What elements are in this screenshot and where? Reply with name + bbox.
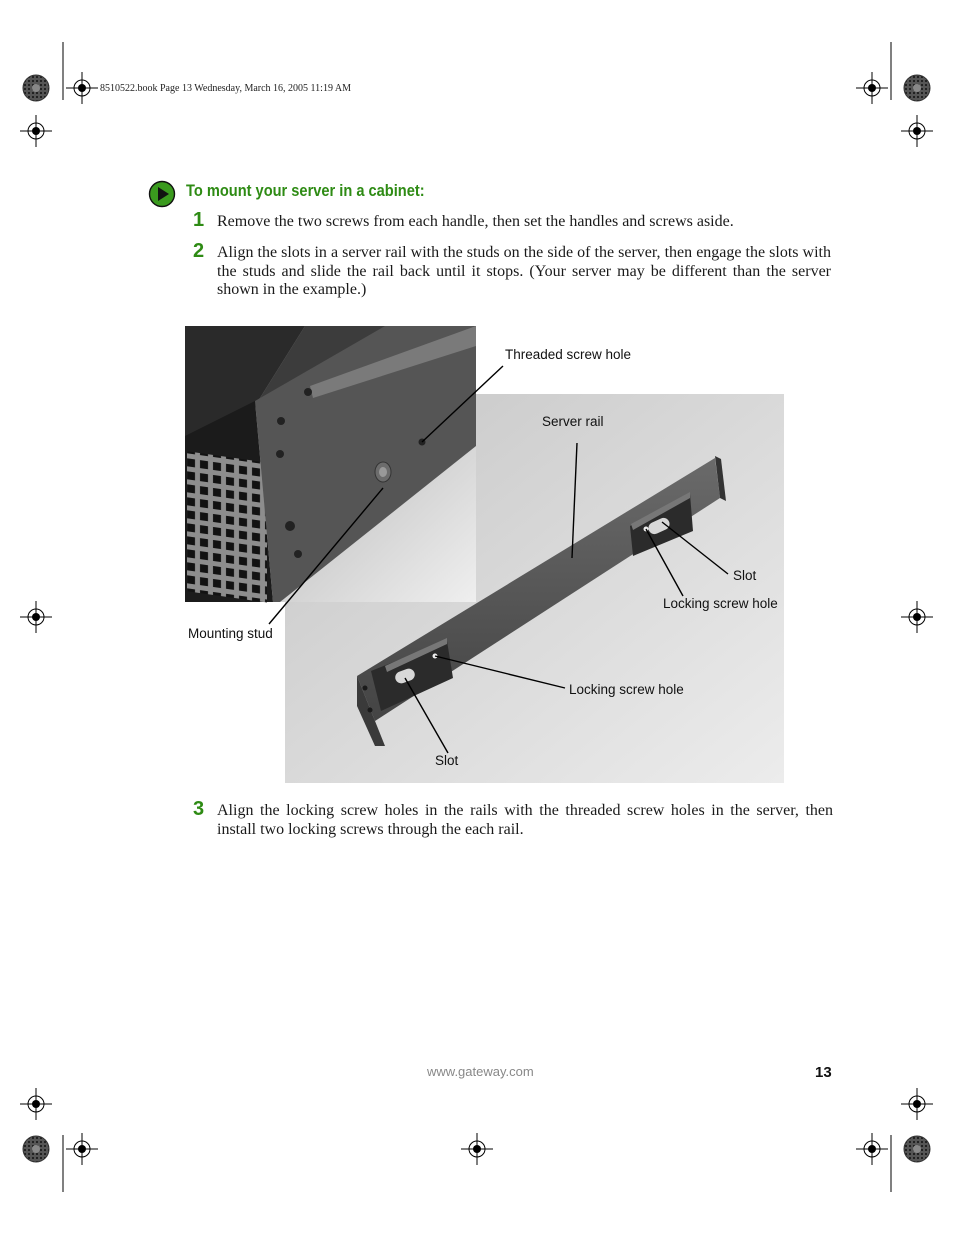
page-number: 13 [815,1064,832,1081]
label-threaded-screw-hole: Threaded screw hole [505,347,632,362]
print-info: 8510522.book Page 13 Wednesday, March 16, 2005 11:19 AM [100,83,352,94]
step-text: Align the slots in a server rail with the studs on the side of the server, then engage the slots with the studs and slide the rail back until it stops. (Your server may be different than the server shown in the example.) [217,244,831,298]
footer-url[interactable]: www.gateway.com [427,1064,534,1079]
server-rail-illustration [185,326,785,784]
label-server-rail: Server rail [542,414,604,429]
label-slot-upper: Slot [733,568,757,583]
label-locking-screw-hole-lower: Locking screw hole [569,682,684,697]
step-number: 2 [193,240,205,262]
label-slot-lower: Slot [435,753,459,768]
step-text: Remove the two screws from each handle, then set the handles and screws aside. [217,213,734,230]
play-arrow-icon [148,180,176,208]
step-text: Align the locking screw holes in the rails with the threaded screw holes in the server, then install two locking screws through the each rail. [217,802,833,838]
step-number: 3 [193,798,205,820]
procedure-heading: To mount your server in a cabinet: [186,181,425,200]
label-mounting-stud: Mounting stud [188,626,273,641]
step-number: 1 [193,209,205,231]
label-locking-screw-hole-upper: Locking screw hole [663,596,778,611]
